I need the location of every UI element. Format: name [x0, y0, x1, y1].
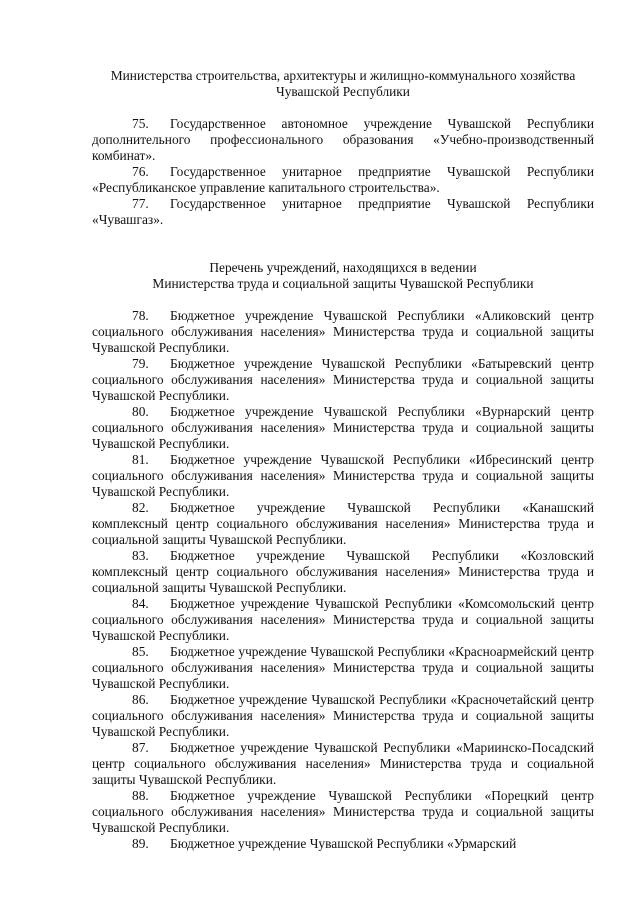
heading-line: Чувашской Республики: [276, 84, 410, 99]
heading-line: Перечень учреждений, находящихся в ведении: [209, 260, 477, 275]
item-text: Бюджетное учреждение Чувашской Республики «Красноармейский центр социального обслуживания населения» Министерства труда и социальной защиты Чувашской Республики.: [92, 644, 594, 691]
item-text: Бюджетное учреждение Чувашской Республики «Канашский комплексный центр социального обслуживания населения» Министерства труда и социальной защиты Чувашской Республики.: [92, 500, 594, 547]
item-text: Бюджетное учреждение Чувашской Республики «Урмарский: [170, 836, 517, 851]
list-item: [92, 740, 594, 788]
item-text: Бюджетное учреждение Чувашской Республики «Батыревский центр социального обслуживания населения» Министерства труда и социальной защиты Чувашской Республики.: [92, 356, 594, 403]
item-text: Государственное автономное учреждение Чувашской Республики дополнительного профессионального образования «Учебно-производственный комбинат».: [92, 116, 594, 163]
item-number: 82.: [132, 500, 149, 515]
item-number: 83.: [132, 548, 149, 563]
list-item: [92, 836, 594, 852]
heading-line: Министерства строительства, архитектуры и жилищно-коммунального хозяйства: [110, 68, 576, 83]
item-number: 80.: [132, 404, 149, 419]
list-item: [92, 548, 594, 596]
item-number: 86.: [132, 692, 149, 707]
list-item: [92, 788, 594, 836]
item-text: Государственное унитарное предприятие Чувашской Республики «Чувашгаз».: [92, 196, 594, 227]
list-item: [92, 164, 594, 196]
item-text: Бюджетное учреждение Чувашской Республики «Ибресинский центр социального обслуживания населения» Министерства труда и социальной защиты Чувашской Республики.: [92, 452, 594, 499]
item-text: Бюджетное учреждение Чувашской Республики «Мариинско-Посадский центр социального обслуживания населения» Министерства труда и социальной защиты Чувашской Республики.: [92, 740, 594, 787]
item-number: 75.: [132, 116, 149, 131]
list-item: [92, 308, 594, 356]
item-text: Бюджетное учреждение Чувашской Республики «Вурнарский центр социального обслуживания населения» Министерства труда и социальной защиты Чувашской Республики.: [92, 404, 594, 451]
list-item: [92, 116, 594, 164]
item-number: 85.: [132, 644, 149, 659]
item-text: Бюджетное учреждение Чувашской Республики «Порецкий центр социального обслуживания населения» Министерства труда и социальной защиты Чувашской Республики.: [92, 788, 594, 835]
item-text: Бюджетное учреждение Чувашской Республики «Аликовский центр социального обслуживания населения» Министерства труда и социальной защиты Чувашской Республики.: [92, 308, 594, 355]
item-number: 79.: [132, 356, 149, 371]
list-item: [92, 404, 594, 452]
item-number: 77.: [132, 196, 149, 211]
section-heading-labor-ministry: [92, 260, 594, 292]
item-number: 78.: [132, 308, 149, 323]
list-item: [92, 596, 594, 644]
section-heading-construction-ministry: [92, 68, 594, 100]
list-item: [92, 500, 594, 548]
item-text: Бюджетное учреждение Чувашской Республики «Комсомольский центр социального обслуживания населения» Министерства труда и социальной защиты Чувашской Республики.: [92, 596, 594, 643]
item-number: 88.: [132, 788, 149, 803]
item-number: 89.: [132, 836, 149, 851]
item-text: Бюджетное учреждение Чувашской Республики «Красночетайский центр социального обслуживания населения» Министерства труда и социальной защиты Чувашской Республики.: [92, 692, 594, 739]
list-item: [92, 356, 594, 404]
list-item: [92, 196, 594, 228]
list-item: [92, 452, 594, 500]
item-number: 87.: [132, 740, 149, 755]
list-item: [92, 644, 594, 692]
item-number: 76.: [132, 164, 149, 179]
list-item: [92, 692, 594, 740]
item-text: Государственное унитарное предприятие Чувашской Республики «Республиканское управление капитального строительства».: [92, 164, 594, 195]
item-number: 81.: [132, 452, 149, 467]
item-text: Бюджетное учреждение Чувашской Республики «Козловский комплексный центр социального обслуживания населения» Министерства труда и социальной защиты Чувашской Республики.: [92, 548, 594, 595]
item-number: 84.: [132, 596, 149, 611]
heading-line: Министерства труда и социальной защиты Чувашской Республики: [152, 276, 534, 291]
document-content: [92, 68, 594, 852]
